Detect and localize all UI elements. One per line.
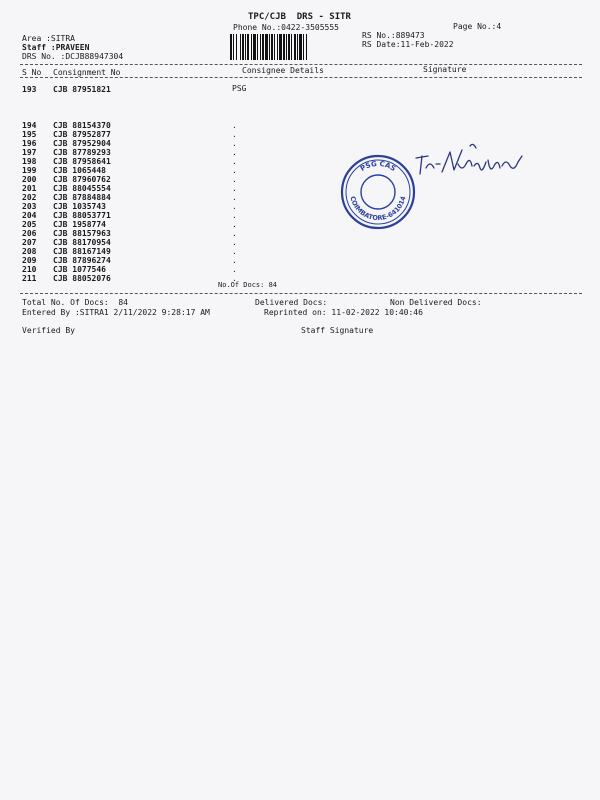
row-mark: .	[232, 229, 237, 238]
divider-top	[20, 64, 582, 65]
row-sno: 202	[22, 193, 37, 202]
row-sno: 206	[22, 229, 37, 238]
row-mark: .	[232, 211, 237, 220]
table-row	[0, 121, 600, 130]
barcode-bar	[294, 34, 296, 60]
table-row	[0, 184, 600, 193]
barcode-bar	[303, 34, 304, 60]
row-mark: .	[232, 139, 237, 148]
svg-text:PSG CAS	[359, 160, 397, 173]
row-mark: .	[232, 256, 237, 265]
table-row	[0, 202, 600, 211]
row-mark: .	[232, 193, 237, 202]
row-mark: .	[232, 238, 237, 247]
barcode	[230, 34, 352, 60]
total-docs: Total No. Of Docs: 84	[22, 298, 128, 307]
row-mark: .	[232, 157, 237, 166]
row-mark: .	[232, 148, 237, 157]
barcode-bar	[288, 34, 290, 60]
barcode-bar	[262, 34, 264, 60]
stamp-line2: COIMBATORE-641014	[348, 195, 408, 223]
row-consignment: CJB 87896274	[53, 256, 111, 265]
row-sno: 204	[22, 211, 37, 220]
table-row	[0, 211, 600, 220]
row-consignment: CJB 87884884	[53, 193, 111, 202]
row-mark: .	[232, 121, 237, 130]
row-sno: 207	[22, 238, 37, 247]
divider-bottom	[20, 293, 582, 294]
table-row	[0, 247, 600, 256]
drs-number: DRS No. :DCJB88947304	[22, 52, 124, 61]
phone-number: Phone No.:0422-3505555	[233, 23, 339, 32]
first-row-sno: 193	[22, 85, 37, 94]
barcode-bar	[230, 34, 232, 60]
table-row	[0, 274, 600, 283]
row-sno: 194	[22, 121, 37, 130]
table-row	[0, 256, 600, 265]
row-consignment: CJB 1035743	[53, 202, 106, 211]
row-consignment: CJB 88167149	[53, 247, 111, 256]
barcode-bar	[297, 34, 298, 60]
row-mark: .	[232, 202, 237, 211]
row-mark: .	[232, 220, 237, 229]
barcode-bar	[240, 34, 241, 60]
barcode-bar	[251, 34, 252, 60]
entered-by: Entered By :SITRA1 2/11/2022 9:28:17 AM	[22, 308, 210, 317]
row-mark: .	[232, 274, 237, 283]
barcode-bar	[277, 34, 278, 60]
column-header-consignment: Consignment No	[53, 68, 121, 77]
barcode-bar	[283, 34, 285, 60]
row-consignment: CJB 88053771	[53, 211, 111, 220]
row-mark: .	[232, 175, 237, 184]
barcode-bar	[260, 34, 261, 60]
barcode-bar	[306, 34, 307, 60]
barcode-bar	[253, 34, 256, 60]
barcode-bar	[236, 34, 237, 60]
barcode-bar	[291, 34, 292, 60]
college-stamp	[338, 152, 418, 232]
row-consignment: CJB 1958774	[53, 220, 106, 229]
row-mark: .	[232, 184, 237, 193]
row-consignment: CJB 88154370	[53, 121, 111, 130]
reprinted-on: Reprinted on: 11-02-2022 10:40:46	[264, 308, 423, 317]
barcode-bar	[299, 34, 302, 60]
staff-label: Staff :PRAVEEN	[22, 43, 90, 52]
document-title: TPC/CJB DRS - SITR	[248, 12, 351, 22]
barcode-bar	[242, 34, 244, 60]
stamp-line1: PSG CAS	[358, 159, 398, 173]
table-row	[0, 220, 600, 229]
column-header-sno: S No	[22, 68, 42, 77]
row-consignment: CJB 87952904	[53, 139, 111, 148]
row-consignment: CJB 87960762	[53, 175, 111, 184]
no-of-docs: No.Of Docs: 84	[218, 281, 278, 289]
table-row	[0, 238, 600, 247]
row-sno: 208	[22, 247, 37, 256]
rs-number: RS No.:889473	[362, 31, 425, 40]
row-sno: 198	[22, 157, 37, 166]
barcode-bar	[233, 34, 234, 60]
row-mark: .	[232, 265, 237, 274]
rs-date: RS Date:11-Feb-2022	[362, 40, 454, 49]
barcode-bar	[245, 34, 246, 60]
row-mark: .	[232, 247, 237, 256]
row-consignment: CJB 1065448	[53, 166, 106, 175]
divider-header	[20, 77, 582, 78]
row-sno: 209	[22, 256, 37, 265]
row-sno: 197	[22, 148, 37, 157]
row-sno: 199	[22, 166, 37, 175]
handwritten-signature	[410, 138, 530, 180]
row-sno: 205	[22, 220, 37, 229]
row-sno: 195	[22, 130, 37, 139]
row-consignment: CJB 88170954	[53, 238, 111, 247]
barcode-bar	[279, 34, 282, 60]
area-label: Area :SITRA	[22, 34, 75, 43]
column-header-signature: Signature	[423, 65, 467, 74]
table-row	[0, 229, 600, 238]
barcode-bar	[271, 34, 273, 60]
barcode-bar	[265, 34, 268, 60]
table-row	[0, 265, 600, 274]
row-sno: 200	[22, 175, 37, 184]
delivered-docs: Delivered Docs:	[255, 298, 328, 307]
first-row-consignee: PSG	[232, 84, 247, 93]
row-consignment: CJB 87952877	[53, 130, 111, 139]
table-row	[0, 193, 600, 202]
row-sno: 210	[22, 265, 37, 274]
barcode-bar	[247, 34, 249, 60]
barcode-bar	[286, 34, 287, 60]
row-consignment: CJB 88045554	[53, 184, 111, 193]
barcode-bar	[274, 34, 275, 60]
row-sno: 211	[22, 274, 37, 283]
non-delivered-docs: Non Delivered Docs:	[390, 298, 482, 307]
barcode-bar	[257, 34, 258, 60]
row-sno: 201	[22, 184, 37, 193]
row-mark: .	[232, 130, 237, 139]
first-row-consignment: CJB 87951821	[53, 85, 111, 94]
column-header-consignee: Consignee Details	[242, 66, 324, 75]
row-consignment: CJB 87789293	[53, 148, 111, 157]
row-consignment: CJB 87958641	[53, 157, 111, 166]
row-consignment: CJB 88052076	[53, 274, 111, 283]
row-sno: 203	[22, 202, 37, 211]
barcode-bar	[269, 34, 270, 60]
page-number: Page No.:4	[453, 22, 502, 31]
staff-signature-label: Staff Signature	[301, 326, 374, 335]
row-sno: 196	[22, 139, 37, 148]
row-mark: .	[232, 166, 237, 175]
row-consignment: CJB 88157963	[53, 229, 111, 238]
row-consignment: CJB 1077546	[53, 265, 106, 274]
verified-by: Verified By	[22, 326, 75, 335]
